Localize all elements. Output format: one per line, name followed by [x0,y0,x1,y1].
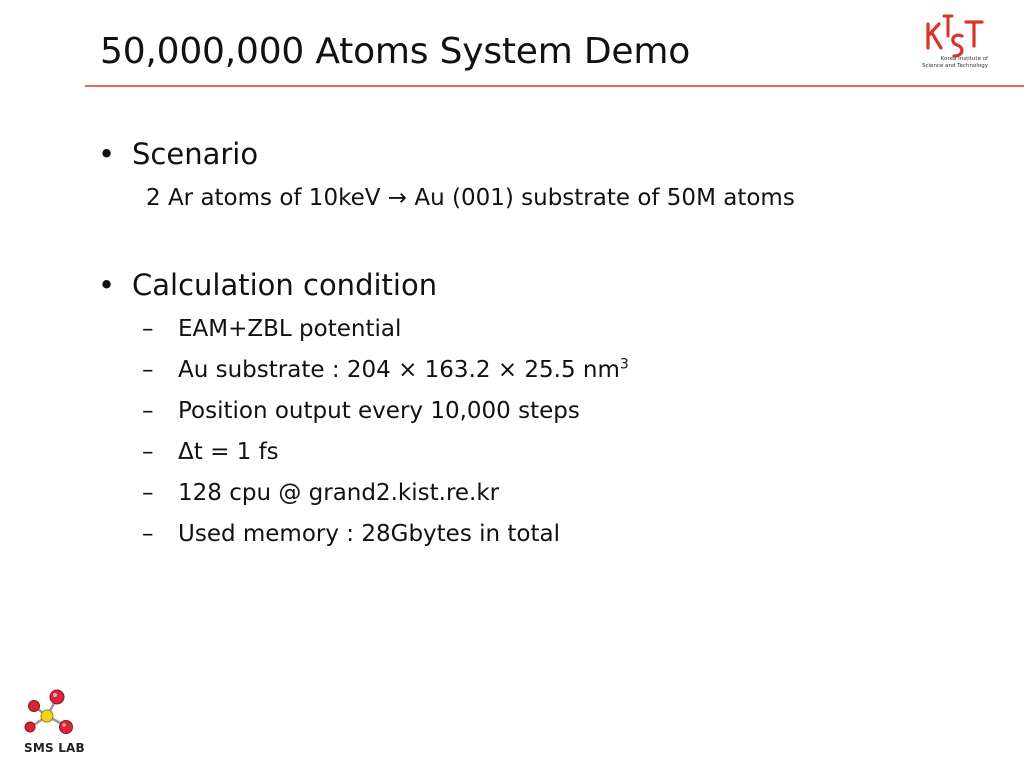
condition-item [142,519,560,549]
bullet-dot: • [98,137,116,171]
condition-text: EAM+ZBL potential [178,316,402,342]
dash-marker: – [142,357,154,383]
condition-text: Δt = 1 fs [178,439,279,465]
section-heading-scenario: Scenario [132,137,259,171]
condition-item [142,437,279,467]
scenario-description: 2 Ar atoms of 10keV → Au (001) substrate of 50M atoms [146,185,795,211]
superscript: 3 [619,356,629,373]
kist-caption-line1: Korea Institute of [940,56,988,62]
dash-marker: – [142,480,154,506]
condition-item [142,314,401,344]
slide-title: 50,000,000 Atoms System Demo [100,31,691,72]
bullet-scenario [98,136,258,172]
condition-item [142,396,580,426]
sms-lab-label: SMS LAB [24,741,85,755]
molecule-icon [18,686,88,742]
title-divider [85,85,1024,87]
condition-item [142,355,629,385]
bullet-dot: • [98,268,116,302]
kist-caption [884,56,988,70]
bullet-calculation-condition [98,267,437,303]
condition-text: Position output every 10,000 steps [178,398,580,424]
condition-text: 128 cpu @ grand2.kist.re.kr [178,480,500,506]
section-heading-calculation: Calculation condition [132,268,438,302]
condition-text: Used memory : 28Gbytes in total [178,521,560,547]
dash-marker: – [142,316,154,342]
kist-caption-line2: Science and Technology [922,63,988,69]
dash-marker: – [142,439,154,465]
condition-item [142,478,499,508]
kist-logo [884,12,994,74]
condition-text: Au substrate : 204 × 163.2 × 25.5 nm [178,357,620,383]
dash-marker: – [142,521,154,547]
dash-marker: – [142,398,154,424]
